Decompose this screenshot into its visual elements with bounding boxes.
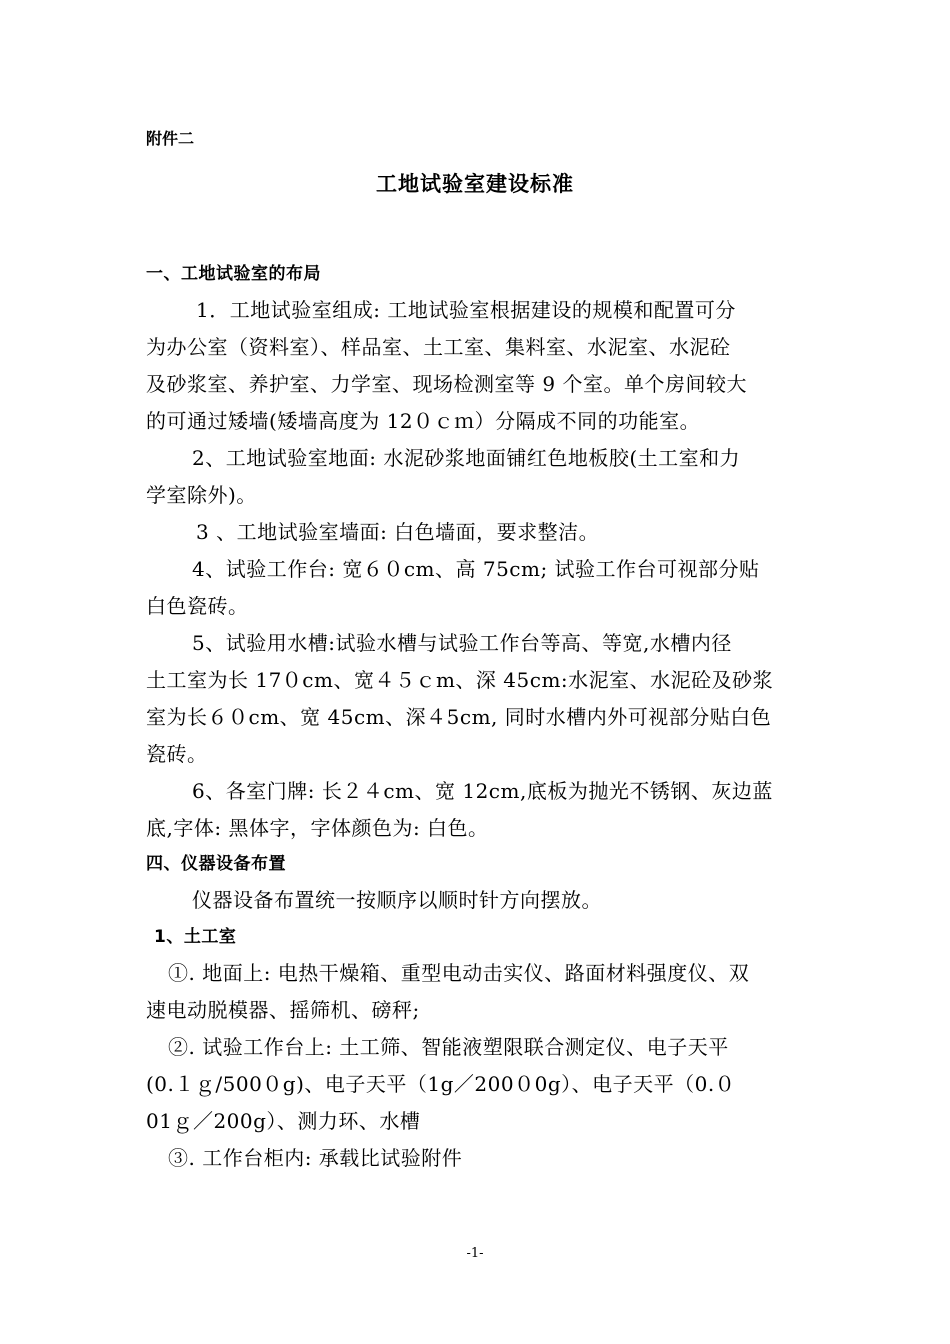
- paragraph-line: 6、各室门牌: 长２４cm、宽 12cm,底板为抛光不锈钢、灰边蓝: [192, 779, 773, 803]
- paragraph-line: 学室除外)。: [146, 483, 257, 507]
- section-heading-layout: 一、工地试验室的布局: [146, 264, 321, 284]
- paragraph-line: 底,字体: 黑体字，字体颜色为: 白色。: [146, 816, 489, 840]
- paragraph-line: 01ｇ／200g）、测力环、水槽: [146, 1109, 421, 1133]
- paragraph-line: 1．工地试验室组成: 工地试验室根据建设的规模和配置可分: [196, 298, 736, 322]
- paragraph-line: 3 、工地试验室墙面: 白色墙面，要求整洁。: [196, 520, 600, 544]
- paragraph-line: 为办公室（资料室）、样品室、土工室、集料室、水泥室、水泥砼: [146, 335, 731, 359]
- paragraph-line: ②. 试验工作台上: 土工筛、智能液塑限联合测定仪、电子天平: [168, 1035, 729, 1059]
- paragraph-line: ③. 工作台柜内: 承载比试验附件: [168, 1146, 463, 1170]
- paragraph-line: 速电动脱模器、摇筛机、磅秤;: [146, 998, 420, 1022]
- paragraph-line: 土工室为长 17０cm、宽４５ｃm、深 45cm:水泥室、水泥砼及砂浆: [146, 668, 774, 692]
- page-number: -1-: [466, 1246, 484, 1261]
- paragraph-line: 的可通过矮墙(矮墙高度为 12０ｃｍ）分隔成不同的功能室。: [146, 409, 701, 433]
- paragraph-line: 室为长６０cm、宽 45cm、深４5cm, 同时水槽内外可视部分贴白色: [146, 705, 772, 729]
- section-heading-equipment: 四、仪器设备布置: [146, 854, 286, 874]
- paragraph-line: 4、试验工作台: 宽６０cm、高 75cm; 试验工作台可视部分贴: [192, 557, 760, 581]
- sub-heading-soil-lab: 1、土工室: [154, 927, 237, 947]
- paragraph-line: 仪器设备布置统一按顺序以顺时针方向摆放。: [192, 888, 602, 912]
- paragraph-line: (0.１ｇ/500０g)、电子天平（1g／200０0g）、电子天平（0.０: [146, 1072, 736, 1096]
- paragraph-line: 瓷砖。: [146, 742, 208, 766]
- paragraph-line: 及砂浆室、养护室、力学室、现场检测室等 9 个室。单个房间较大: [146, 372, 747, 396]
- paragraph-line: 5、试验用水槽:试验水槽与试验工作台等高、等宽,水槽内径: [192, 631, 732, 655]
- paragraph-line: 2、工地试验室地面: 水泥砂浆地面铺红色地板胶(土工室和力: [192, 446, 741, 470]
- paragraph-line: 白色瓷砖。: [146, 594, 249, 618]
- page-title: 工地试验室建设标准: [376, 172, 574, 196]
- annex-label: 附件二: [146, 129, 195, 148]
- paragraph-line: ①. 地面上: 电热干燥箱、重型电动击实仪、路面材料强度仪、双: [168, 961, 750, 985]
